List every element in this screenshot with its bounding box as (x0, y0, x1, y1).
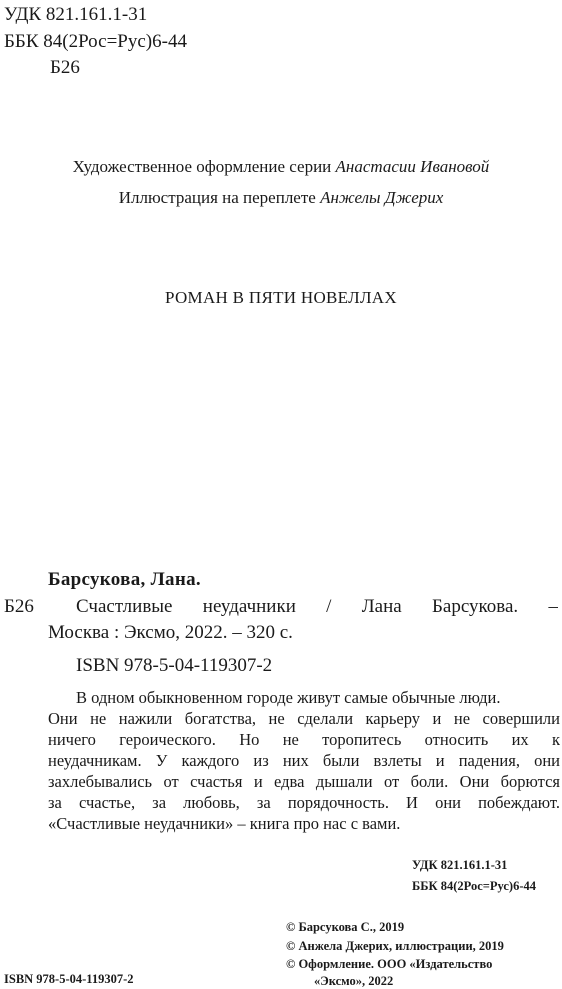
illustration-credit (0, 188, 562, 208)
record-author: Барсукова, Лана. (48, 569, 201, 590)
record-mark: Б26 (4, 596, 34, 617)
copyright-line: © Барсукова С., 2019 (286, 920, 405, 934)
udk-code: УДК 821.161.1-31 (4, 4, 148, 25)
annotation-line: неудачникам. У каждого из них были взлеты и падения, они (48, 751, 560, 770)
series-subtitle: РОМАН В ПЯТИ НОВЕЛЛАХ (165, 288, 397, 307)
footer-isbn: ISBN 978-5-04-119307-2 (4, 972, 134, 986)
design-credit (0, 157, 562, 177)
copyright-line: © Оформление. ООО «Издательство (286, 957, 493, 971)
annotation-line: захлебывались от счастья и едва дышали от боли. Они борются (48, 772, 560, 791)
annotation-line: Они не нажили богатства, не сделали карьеру и не совершили (48, 709, 560, 728)
illustration-credit-name: Анжелы Джерих (320, 188, 444, 207)
illustration-credit-prefix: Иллюстрация на переплете (118, 188, 316, 207)
record-title-line2: Москва : Эксмо, 2022. – 320 с. (48, 622, 293, 643)
author-mark: Б26 (50, 57, 80, 78)
copyright-line: «Эксмо», 2022 (314, 974, 394, 988)
annotation-line: ничего героического. Но не торопитесь относить их к (48, 730, 560, 749)
annotation-line: В одном обыкновенном городе живут самые обычные люди. (76, 688, 501, 707)
annotation-line: за счастье, за любовь, за порядочность. И они побеждают. (48, 793, 560, 812)
bbk-code: ББК 84(2Рос=Рус)6-44 (4, 31, 187, 52)
record-isbn: ISBN 978-5-04-119307-2 (76, 655, 273, 676)
design-credit-prefix: Художественное оформление серии (72, 157, 332, 176)
footer-bbk-code: ББК 84(2Рос=Рус)6-44 (412, 879, 536, 893)
design-credit-name: Анастасии Ивановой (335, 157, 490, 176)
annotation-line: «Счастливые неудачники» – книга про нас с вами. (48, 814, 401, 833)
footer-udk-code: УДК 821.161.1-31 (412, 858, 508, 872)
record-title-line1: Счастливые неудачники / Лана Барсукова. – (76, 596, 558, 617)
copyright-line: © Анжела Джерих, иллюстрации, 2019 (286, 939, 504, 953)
